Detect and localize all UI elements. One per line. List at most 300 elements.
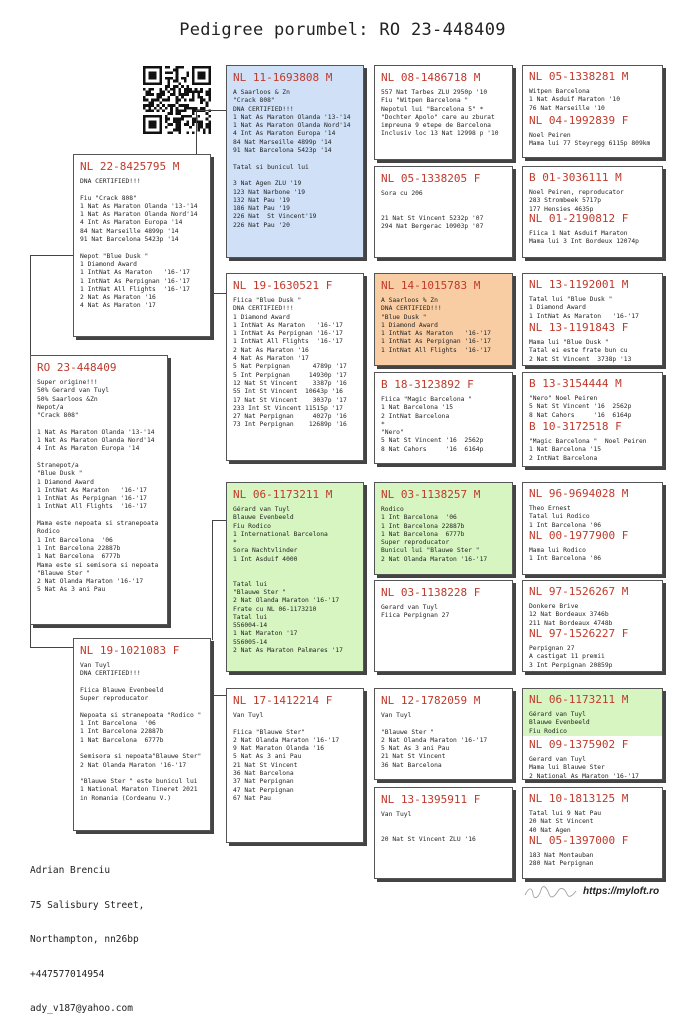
card-line: 1 IntNat As Perpignan '16-'17 <box>381 338 491 346</box>
card-lines <box>233 89 357 230</box>
card-line: 1 Nat Asduif Maraton '10 <box>529 96 620 104</box>
card-pair-4[interactable] <box>522 372 663 467</box>
card-pair-5[interactable] <box>522 482 663 575</box>
card-line: Van Tuyl <box>80 662 111 669</box>
card-lines <box>381 190 506 231</box>
card-subject[interactable] <box>30 355 168 625</box>
card-line: Donkere Brive <box>529 603 579 610</box>
card-line: 2 Nat Olanda Maraton '16-'17 <box>233 597 340 605</box>
card-line: 1 Nat Maraton '17 <box>233 630 298 638</box>
card-line: 8 Nat Cahors '16 6164p <box>529 411 632 419</box>
connector <box>212 695 226 696</box>
card-pair-6[interactable] <box>522 580 663 672</box>
card-line: Nepotul lui "Barcelona 5" * <box>381 105 484 113</box>
card-line: 1 IntNat As Perpignan '16-'17 <box>37 495 147 503</box>
card-lines <box>381 506 506 564</box>
card-gg-14[interactable] <box>523 737 662 780</box>
card-line <box>80 745 204 753</box>
card-line: 1 National Maraton Tineret 2021 <box>80 786 198 794</box>
ring-number: NL 13-1191843 F <box>529 321 629 334</box>
card-lines <box>37 379 161 595</box>
card-line: 1 Int Barcelona '06 <box>37 536 113 544</box>
card-line: 1 IntNat All Flights '16-'17 <box>80 285 190 293</box>
card-line: 1 Nat Barcelona '15 <box>529 446 602 454</box>
card-line: Gerard van Tuyl <box>529 756 586 763</box>
card-line <box>233 572 357 580</box>
signature-icon <box>523 885 578 899</box>
card-line: 2 Nat Olanda Maraton '16-'17 <box>233 736 340 744</box>
ring-number: NL 12-1782059 M <box>381 694 481 707</box>
card-line: DNA CERTIFIED!!! <box>233 105 294 113</box>
card-sds[interactable] <box>374 273 513 366</box>
card-line: 2 Nat As Maraton Palmares '17 <box>233 647 343 655</box>
card-line: 2 Nat As Maraton '16 <box>80 294 156 302</box>
card-line: 1 Diamond Award <box>233 313 290 321</box>
card-lines <box>529 230 656 247</box>
card-line: Fiu Rodico <box>233 522 271 530</box>
connector <box>30 625 31 647</box>
card-line: 5 Int Perpignan 14930p '17 <box>233 371 347 379</box>
card-line: Fiu Rodico <box>529 727 567 735</box>
ring-number: NL 19-1021083 F <box>80 644 180 657</box>
owner-address <box>30 842 144 1026</box>
card-line <box>381 828 506 836</box>
card-line <box>381 198 506 206</box>
card-line: 1 Nat Barcelona 6777b <box>80 736 164 744</box>
card-line: Tatal lui <box>233 580 268 588</box>
card-gg-16[interactable] <box>523 833 662 869</box>
card-line: 1 Nat As Maraton Olanda Nord'14 <box>80 211 198 219</box>
card-sire[interactable] <box>73 154 211 337</box>
card-line: 233 Int St Vincent 11515p '17 <box>233 404 343 412</box>
card-line: 91 Nat Barcelona 5423p '14 <box>233 147 332 155</box>
card-line: Fiica "Blue Dusk " <box>233 297 302 304</box>
card-lines <box>233 712 357 803</box>
card-line <box>37 512 161 520</box>
card-line <box>381 819 506 827</box>
card-line: "Magic Barcelona " Noel Peiren <box>529 438 647 445</box>
card-line: 1 Int Barcelona 22887b <box>381 522 465 530</box>
card-line: Mama lui "Blue Dusk " <box>529 339 609 346</box>
card-lines <box>381 89 506 139</box>
card-line: * <box>381 420 385 428</box>
card-line: 9 Nat Maraton Olanda '16 <box>233 745 324 753</box>
card-line: 1 IntNat As Perpignan '16-'17 <box>80 277 190 285</box>
card-line: * <box>233 539 237 547</box>
ring-number: NL 13-1192001 M <box>529 278 629 291</box>
ring-number: NL 05-1338205 F <box>381 172 481 185</box>
card-line: 1 Nat As Maraton Olanda Nord'14 <box>233 122 351 130</box>
card-line: 4 Nat As Maraton '17 <box>233 355 309 363</box>
card-line: 5 Nat As 3 ani Pau <box>233 753 302 761</box>
ring-number: NL 06-1173211 M <box>233 488 333 501</box>
card-line: Sora Nachtvlinder <box>233 547 298 555</box>
card-line: 1 Int Barcelona '06 <box>529 521 602 529</box>
card-line: Perpignan 27 <box>529 645 575 652</box>
card-line: Nepot "Blue Dusk " <box>80 252 149 260</box>
card-lines <box>529 339 656 364</box>
card-pair-7[interactable] <box>522 688 663 780</box>
card-lines <box>529 645 656 670</box>
card-line: 50% Gerard van Tuyl <box>37 387 110 395</box>
card-line: Blauwe Evenbeeld <box>529 719 590 727</box>
card-lines <box>381 604 506 621</box>
card-line: 12 Nat St Vincent 3387p '16 <box>233 379 347 387</box>
card-line: 20 Nat St Vincent <box>529 818 594 826</box>
card-gg-15[interactable] <box>523 791 662 835</box>
card-gg-12[interactable] <box>523 626 662 670</box>
card-line: in Romania (Cordeanu V.) <box>80 794 171 802</box>
card-line: Noel Peiren <box>529 132 571 139</box>
card-line: 1 Int Barcelona 22887b <box>37 544 121 552</box>
ring-number: B 13-3154444 M <box>529 377 622 390</box>
card-line: 17 Nat St Vincent 3037p '17 <box>233 396 347 404</box>
ring-number: NL 05-1397000 F <box>529 834 629 847</box>
card-line: A Saarloos % Zn <box>381 297 438 304</box>
card-line: A castigat 11 premii <box>529 653 605 661</box>
card-line: 12 Nat Bordeaux 3746b <box>529 611 609 619</box>
card-line: 1 IntNat As Maraton '16-'17 <box>233 321 343 329</box>
card-line: 76 Nat Marseille '10 <box>529 104 605 112</box>
card-gg-5[interactable] <box>523 277 662 321</box>
ring-number: B 10-3172518 F <box>529 420 622 433</box>
owner-line: Adrian Brenciu <box>30 865 111 876</box>
card-lines <box>529 852 656 869</box>
card-line: 2 Nat St Vincent 3738p '13 <box>529 355 632 363</box>
card-line: Fiu "Crack 808" <box>80 194 137 202</box>
card-lines <box>381 712 506 770</box>
card-line: 3 Nat Agen ZLU '19 <box>233 180 302 188</box>
card-line: Gerard van Tuyl <box>381 604 438 611</box>
card-line: 1 Diamond Award <box>529 304 586 312</box>
card-line: 2 Nat Olanda Maraton '16-'17 <box>381 736 488 744</box>
card-line: Inclusiv loc 13 Nat 12998 p '10 <box>381 130 499 138</box>
card-line: 36 Nat Barcelona <box>381 761 442 769</box>
card-line: 1 IntNat All Flights '16-'17 <box>233 338 343 346</box>
card-line: 2 IntNat Barcelona <box>529 454 598 462</box>
ring-number: NL 10-1813125 M <box>529 792 629 805</box>
ring-number: NL 03-1138228 F <box>381 586 481 599</box>
card-gg-1[interactable] <box>523 69 662 113</box>
card-sdd[interactable] <box>374 372 513 464</box>
page-title: Pedigree porumbel: RO 23-448409 <box>179 20 506 40</box>
card-line: 4 Int As Maraton Europa '14 <box>233 130 336 138</box>
ring-number: NL 13-1395911 F <box>381 793 481 806</box>
card-line: 2 Nat As Maraton '16 <box>233 346 309 354</box>
card-line: Gérard van Tuyl <box>529 711 586 718</box>
card-line: 1 Diamond Award <box>381 321 438 329</box>
card-line: "Blauwe Ster " este bunicul lui <box>80 778 198 786</box>
card-line: Mama lui 77 Steyregg 6115p 809km <box>529 140 651 148</box>
card-line: 5 Nat As 3 ani Pau <box>381 745 450 753</box>
card-line: 557 Nat Tarbes ZLU 2950p '10 <box>381 89 488 96</box>
card-lines <box>529 395 656 420</box>
card-line <box>80 186 204 194</box>
card-line: Fiica "Magic Barcelona " <box>381 396 472 403</box>
card-line: Nepoata si stranepoata "Rodico " <box>80 711 202 719</box>
connector <box>30 255 73 256</box>
ring-number: NL 01-2190812 F <box>529 212 629 225</box>
card-line: impreuna 9 etepe de Barcelona <box>381 122 491 130</box>
card-line: Nepot/a <box>37 403 64 411</box>
card-line: Theo Ernest <box>529 505 571 512</box>
card-line: 1 Nat As Maraton Olanda '13-'14 <box>233 113 351 121</box>
card-line: 37 Nat Perpignan <box>233 778 294 786</box>
card-line <box>381 207 506 215</box>
card-line: 5 Nat As 3 ani Pau <box>37 586 106 594</box>
card-lines <box>529 603 656 628</box>
card-line: Super reproducator <box>381 539 450 547</box>
card-line: "Dochter Apolo" care au zburat <box>381 113 495 121</box>
card-lines <box>529 711 656 736</box>
card-line: 1 Nat Barcelona '15 <box>381 404 454 412</box>
card-dam-sire[interactable] <box>226 482 364 672</box>
card-line: Bunicul lui "Blauwe Ster " <box>381 547 480 555</box>
card-gg-13[interactable] <box>523 692 662 736</box>
card-line <box>233 564 357 572</box>
card-line: 1 Nat Barcelona 6777b <box>381 530 465 538</box>
card-line: Sora cu 206 <box>381 190 423 197</box>
card-line: Tatal ei este frate bun cu <box>529 347 628 355</box>
card-line: Rodico <box>381 506 404 513</box>
card-line <box>233 720 357 728</box>
card-line <box>37 420 161 428</box>
card-line: Van Tuyl <box>381 811 412 818</box>
card-line: 8 Nat Cahors '16 6164p <box>381 445 484 453</box>
connector <box>212 520 213 640</box>
card-line: 5 Nat St Vincent '16 2562p <box>529 403 632 411</box>
card-line: 183 Nat Montauban <box>529 852 594 859</box>
ring-number: NL 22-8425795 M <box>80 160 180 173</box>
card-line: 1 Int Barcelona '06 <box>529 555 602 563</box>
card-line: "Blue Dusk " <box>37 470 83 478</box>
card-line: "Nero" Noel Peiren <box>529 395 598 402</box>
card-line: 55 Int St Vincent 10643p '16 <box>233 388 343 396</box>
card-line: 280 Nat Perpignan <box>529 860 594 868</box>
ring-number: NL 09-1375902 F <box>529 738 629 751</box>
card-dsd[interactable] <box>374 580 513 672</box>
connector <box>196 110 226 111</box>
card-line: 2 Nat Olanda Maraton '16-'17 <box>80 761 187 769</box>
card-lines <box>529 438 656 463</box>
card-line: 1 Int Barcelona '06 <box>381 514 457 522</box>
website-link[interactable]: https://myloft.ro <box>583 886 660 897</box>
card-line: Semisora si nepoata"Blauwe Ster" <box>80 753 202 761</box>
card-line: Tatal lui 9 Nat Pau <box>529 810 602 817</box>
card-line: Fiu "Witpen Barcelona " <box>381 97 469 105</box>
card-line: Fiica Blauwe Evenbeeld <box>80 686 164 694</box>
card-pair-1[interactable] <box>522 65 663 158</box>
card-line: Blauwe Evenbeeld <box>233 514 294 522</box>
card-line: Tatal lui <box>233 613 268 621</box>
card-ssd[interactable] <box>374 166 513 258</box>
card-line: 21 Nat St Vincent <box>233 761 298 769</box>
card-lines <box>80 178 204 311</box>
card-gg-10[interactable] <box>523 528 662 564</box>
card-line <box>80 679 204 687</box>
card-lines <box>381 297 506 355</box>
card-line: 2 Nat Olanda Maraton '16-'17 <box>381 555 488 563</box>
card-line <box>37 454 161 462</box>
card-line <box>233 172 357 180</box>
card-line: DNA CERTIFIED!!! <box>233 305 294 313</box>
card-line: 1 Diamond Award <box>37 478 94 486</box>
card-line <box>80 703 204 711</box>
card-line: 226 Nat St Vincent'19 <box>233 213 317 221</box>
card-lines <box>529 296 656 321</box>
card-line: 1 IntNat As Maraton '16-'17 <box>529 312 639 320</box>
card-line: 186 Nat Pau '19 <box>233 205 290 213</box>
card-line: 556004-14 <box>233 622 268 630</box>
card-lines <box>233 297 357 430</box>
card-line: 1 Diamond Award <box>80 260 137 268</box>
owner-line: ady_v187@yahoo.com <box>30 1003 133 1014</box>
card-line <box>381 720 506 728</box>
card-line: 4 Int As Maraton Europa '14 <box>37 445 140 453</box>
ring-number: NL 96-9694028 M <box>529 487 629 500</box>
card-line: Van Tuyl <box>233 712 264 719</box>
card-sss[interactable] <box>374 65 513 160</box>
card-line: "Blauwe Ster " <box>233 588 287 596</box>
card-line: 1 IntNat As Perpignan '16-'17 <box>233 330 343 338</box>
card-line: "Blauwe Ster " <box>37 569 91 577</box>
card-line: 5 Nat St Vincent '16 2562p <box>381 437 484 445</box>
card-line: 73 Int Perpignan 12689p '16 <box>233 421 347 429</box>
card-lines <box>529 756 656 780</box>
card-gg-8[interactable] <box>523 419 662 463</box>
card-lines <box>529 810 656 835</box>
card-line: 1 International Barcelona <box>233 530 328 538</box>
ring-number: NL 05-1338281 M <box>529 70 629 83</box>
card-line: A Saarloos & Zn <box>233 89 290 96</box>
card-pair-2[interactable] <box>522 166 663 258</box>
card-line: DNA CERTIFIED!!! <box>80 178 141 185</box>
connector <box>210 293 226 294</box>
card-gg-9[interactable] <box>523 486 662 530</box>
card-line: Mama lui Blauwe Ster <box>529 764 605 772</box>
owner-line: +447577014954 <box>30 968 105 980</box>
card-lines <box>529 547 656 564</box>
card-gg-4[interactable] <box>523 211 662 247</box>
card-line: Super reproducator <box>80 695 149 703</box>
card-lines <box>233 506 357 655</box>
card-line: Rodico <box>37 528 60 536</box>
card-line: 40 Nat Agen <box>529 826 571 834</box>
card-line: 1 Nat As Maraton Olanda Nord'14 <box>37 437 155 445</box>
card-line: 4 Nat As Maraton '17 <box>80 302 156 310</box>
ring-number: NL 97-1526267 M <box>529 585 629 598</box>
card-line: "Nero" <box>381 429 404 437</box>
card-line: 1 Int Barcelona 22887b <box>80 728 164 736</box>
card-line: 1 Nat Barcelona 6777b <box>37 553 121 561</box>
card-line: 84 Nat Marseille 4899p '14 <box>80 227 179 235</box>
card-line: Mama este si semisora si nepoata <box>37 561 159 569</box>
card-pair-8[interactable] <box>522 787 663 879</box>
ring-number: NL 03-1138257 M <box>381 488 481 501</box>
card-line: 84 Nat Marseille 4899p '14 <box>233 138 332 146</box>
card-line <box>80 244 204 252</box>
card-line: Super origine!!! <box>37 379 98 386</box>
card-line: "Crack 808" <box>233 97 275 105</box>
card-line: 47 Nat Perpignan <box>233 786 294 794</box>
connector <box>212 520 226 521</box>
card-line: 20 Nat St Vincent ZLU '16 <box>381 835 476 843</box>
card-line: Tatal si bunicul lui <box>233 163 309 171</box>
card-lines <box>381 396 506 454</box>
card-line: Frate cu NL 06-1173210 <box>233 605 317 613</box>
card-dds[interactable] <box>374 688 513 780</box>
card-line <box>233 155 357 163</box>
owner-line: 75 Salisbury Street, <box>30 899 145 911</box>
card-line: 27 Nat Perpignan 4027p '16 <box>233 413 347 421</box>
card-gg-11[interactable] <box>523 584 662 628</box>
card-line: 2 IntNat Barcelona <box>381 412 450 420</box>
connector <box>30 647 73 648</box>
card-lines <box>529 88 656 113</box>
card-line: 1 IntNat As Maraton '16-'17 <box>37 486 147 494</box>
card-gg-6[interactable] <box>523 320 662 364</box>
card-line: Fiica 1 Nat Asduif Maraton <box>529 230 628 237</box>
card-dam[interactable] <box>73 638 211 831</box>
card-line: 3 Int Perpignan 20859p <box>529 661 613 669</box>
card-line: 556005-14 <box>233 638 268 646</box>
card-line: 50% Saarloos &Zn <box>37 395 98 403</box>
card-line: 1 Int Barcelona '06 <box>80 720 156 728</box>
card-line: Noel Peiren, reproducator <box>529 189 624 196</box>
card-sire-dam[interactable] <box>226 273 364 461</box>
card-gg-2[interactable] <box>523 113 662 149</box>
card-line: 2 National As Maraton '16-'17 <box>529 772 639 780</box>
card-line: 67 Nat Pau <box>233 794 271 802</box>
card-sire-sire[interactable] <box>226 65 364 258</box>
ring-number: NL 08-1486718 M <box>381 71 481 84</box>
card-dam-dam[interactable] <box>226 688 364 843</box>
card-line: "Blue Dusk " <box>381 313 427 321</box>
card-line: 211 Nat Bordeaux 4748b <box>529 619 613 627</box>
card-gg-3[interactable] <box>523 170 662 214</box>
card-pair-3[interactable] <box>522 273 663 366</box>
card-line: Van Tuyl <box>381 712 412 719</box>
ring-number: NL 04-1992839 F <box>529 114 629 127</box>
card-line: 36 Nat Barcelona <box>233 770 294 778</box>
card-line: Mama lui 3 Int Bordeux 12074p <box>529 238 639 246</box>
connector <box>30 255 31 355</box>
qr-code-icon[interactable] <box>143 66 211 134</box>
card-line: 5 Nat Perpignan 4789p '17 <box>233 363 347 371</box>
owner-line: Northampton, nn26bp <box>30 934 139 945</box>
ring-number: NL 11-1693808 M <box>233 71 333 84</box>
card-line: Tatal lui "Blue Dusk " <box>529 296 613 303</box>
card-line: 283 Strombeek 5717p <box>529 197 602 205</box>
ring-number: B 01-3036111 M <box>529 171 622 184</box>
card-lines <box>529 132 656 149</box>
card-line: Tatal lui Rodico <box>529 513 590 521</box>
card-line: "Crack 808" <box>37 412 79 420</box>
ring-number: NL 06-1173211 M <box>529 693 629 706</box>
card-lines <box>80 662 204 803</box>
card-gg-7[interactable] <box>523 376 662 420</box>
card-line <box>80 770 204 778</box>
card-dss[interactable] <box>374 482 513 575</box>
card-line: 1 Nat As Maraton Olanda '13-'14 <box>80 202 198 210</box>
card-line: "Blauwe Ster " <box>381 728 435 736</box>
card-line: Fiica "Blauwe Ster" <box>233 728 306 736</box>
card-line: 123 Nat Narbone '19 <box>233 188 306 196</box>
card-line: Witpen Barcelona <box>529 88 590 95</box>
card-line: DNA CERTIFIED!!! <box>381 305 442 313</box>
card-ddd[interactable] <box>374 787 513 879</box>
card-lines <box>529 505 656 530</box>
